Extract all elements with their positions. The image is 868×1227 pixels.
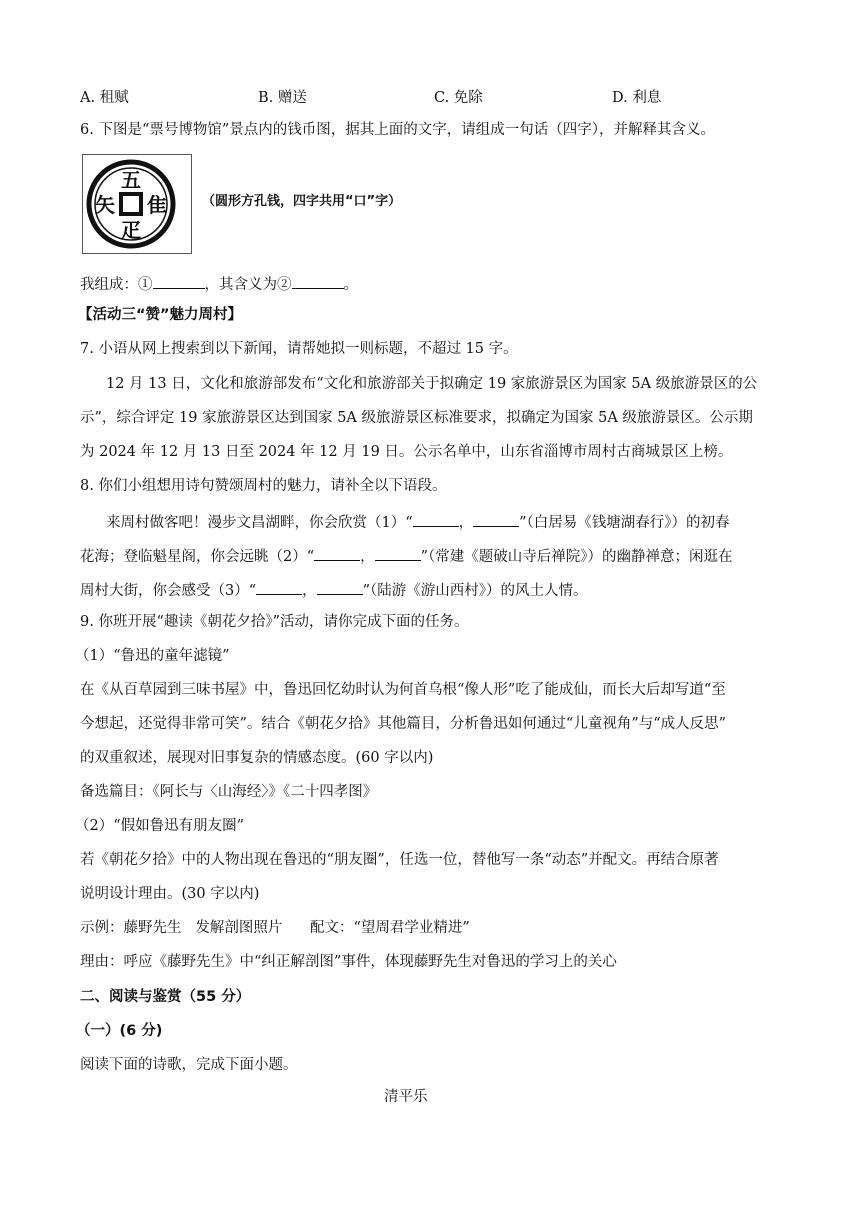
q8-line-1: 来周村做客吧！漫步文昌湖畔，你会欣赏（1）“ ， ”（白居易《钱塘湖春行》）的初春 xyxy=(106,510,790,533)
coin-char-left: 矢 xyxy=(95,193,115,217)
blank-3a[interactable] xyxy=(256,578,302,595)
poem-title: 清平乐 xyxy=(384,1089,428,1105)
task-1-line-3: 的双重叙述，展现对旧事复杂的情感态度。(60 字以内) xyxy=(80,750,434,766)
blank-1b[interactable] xyxy=(473,510,519,527)
task-2-line-2: 说明设计理由。(30 字以内) xyxy=(80,886,260,902)
task-1-line-2: 今想起，还觉得非常可笑”。结合《朝花夕拾》其他篇目，分析鲁迅如何通过“儿童视角”与“成人反思” xyxy=(80,716,727,732)
option-a: A. 租赋 xyxy=(80,90,129,106)
option-b: B. 赠送 xyxy=(258,90,307,106)
coin-caption: （圆形方孔钱，四字共用“口”字） xyxy=(202,194,402,209)
blank-1a[interactable] xyxy=(413,510,459,527)
news-line-2: 示”，综合评定 19 家旅游景区达到国家 5A 级旅游景区标准要求，拟确定为国家 5A 级旅游景区。公示期 xyxy=(80,410,753,426)
task-1-line-1: 在《从百草园到三味书屋》中，鲁迅回忆幼时认为何首乌根“像人形”吃了能成仙，而长大后却写道“至 xyxy=(80,682,726,698)
q8-line-2: 花海；登临魁星阁，你会远眺（2）“ ， ”（常建《题破山寺后禅院》）的幽静禅意；闲逛在 xyxy=(80,544,790,567)
blank-1[interactable] xyxy=(153,272,205,289)
news-line-1: 12 月 13 日，文化和旅游部发布“文化和旅游部关于拟确定 19 家旅游景区为国家 5A 级旅游景区的公 xyxy=(106,376,758,392)
task-2-example: 示例：藤野先生 发解剖图照片 配文：“望周君学业精进” xyxy=(80,920,470,936)
option-d: D. 利息 xyxy=(612,90,662,106)
blank-2b[interactable] xyxy=(375,544,421,561)
coin-char-right: 隹 xyxy=(147,193,167,217)
reading-instruction: 阅读下面的诗歌，完成下面小题。 xyxy=(80,1057,298,1073)
question-9-stem: 9. 你班开展“趣读《朝花夕拾》”活动，请你完成下面的任务。 xyxy=(80,614,469,630)
blank-2a[interactable] xyxy=(314,544,360,561)
coin-char-top: 五 xyxy=(121,168,141,192)
coin-icon xyxy=(83,155,191,253)
question-6-stem: 6. 下图是“票号博物馆”景点内的钱币图，据其上面的文字，请组成一句话（四字），并解释其含义。 xyxy=(80,122,716,138)
news-line-3: 为 2024 年 12 月 13 日至 2024 年 12 月 19 日。公示名单中，山东省淄博市周村古商城景区上榜。 xyxy=(80,444,733,460)
blank-3b[interactable] xyxy=(317,578,363,595)
activity-3-heading: 【活动三“赞”魅力周村】 xyxy=(78,307,243,323)
coin-char-bottom: 疋 xyxy=(121,218,141,242)
q8-line-3: 周村大街，你会感受（3）“ ， ”（陆游《游山西村》）的风土人情。 xyxy=(80,578,790,601)
question-7-stem: 7. 小语从网上搜索到以下新闻，请帮她拟一则标题，不超过 15 字。 xyxy=(80,341,518,357)
answer-options xyxy=(80,88,780,108)
coin-image xyxy=(82,154,192,254)
task-2-title: （2）“假如鲁迅有朋友圈” xyxy=(75,818,245,834)
task-2-line-1: 若《朝花夕拾》中的人物出现在鲁迅的“朋友圈”，任选一位，替他写一条“动态”并配文。再结合原著 xyxy=(80,852,719,868)
task-2-reason: 理由：呼应《藤野先生》中“纠正解剖图”事件，体现藤野先生对鲁迅的学习上的关心 xyxy=(80,954,617,970)
question-8-stem: 8. 你们小组想用诗句赞颂周村的魅力，请补全以下语段。 xyxy=(80,478,447,494)
task-1-options: 备选篇目：《阿长与〈山海经〉》《二十四孝图》 xyxy=(80,784,378,800)
question-6-answer: 我组成：① ，其含义为② 。 xyxy=(80,272,790,295)
option-c: C. 免除 xyxy=(434,90,483,106)
part-1-heading: （一）(6 分) xyxy=(76,1023,163,1039)
section-2-heading: 二、阅读与鉴赏（55 分） xyxy=(80,989,251,1005)
task-1-title: （1）“鲁迅的童年滤镜” xyxy=(75,648,230,664)
blank-2[interactable] xyxy=(292,272,344,289)
